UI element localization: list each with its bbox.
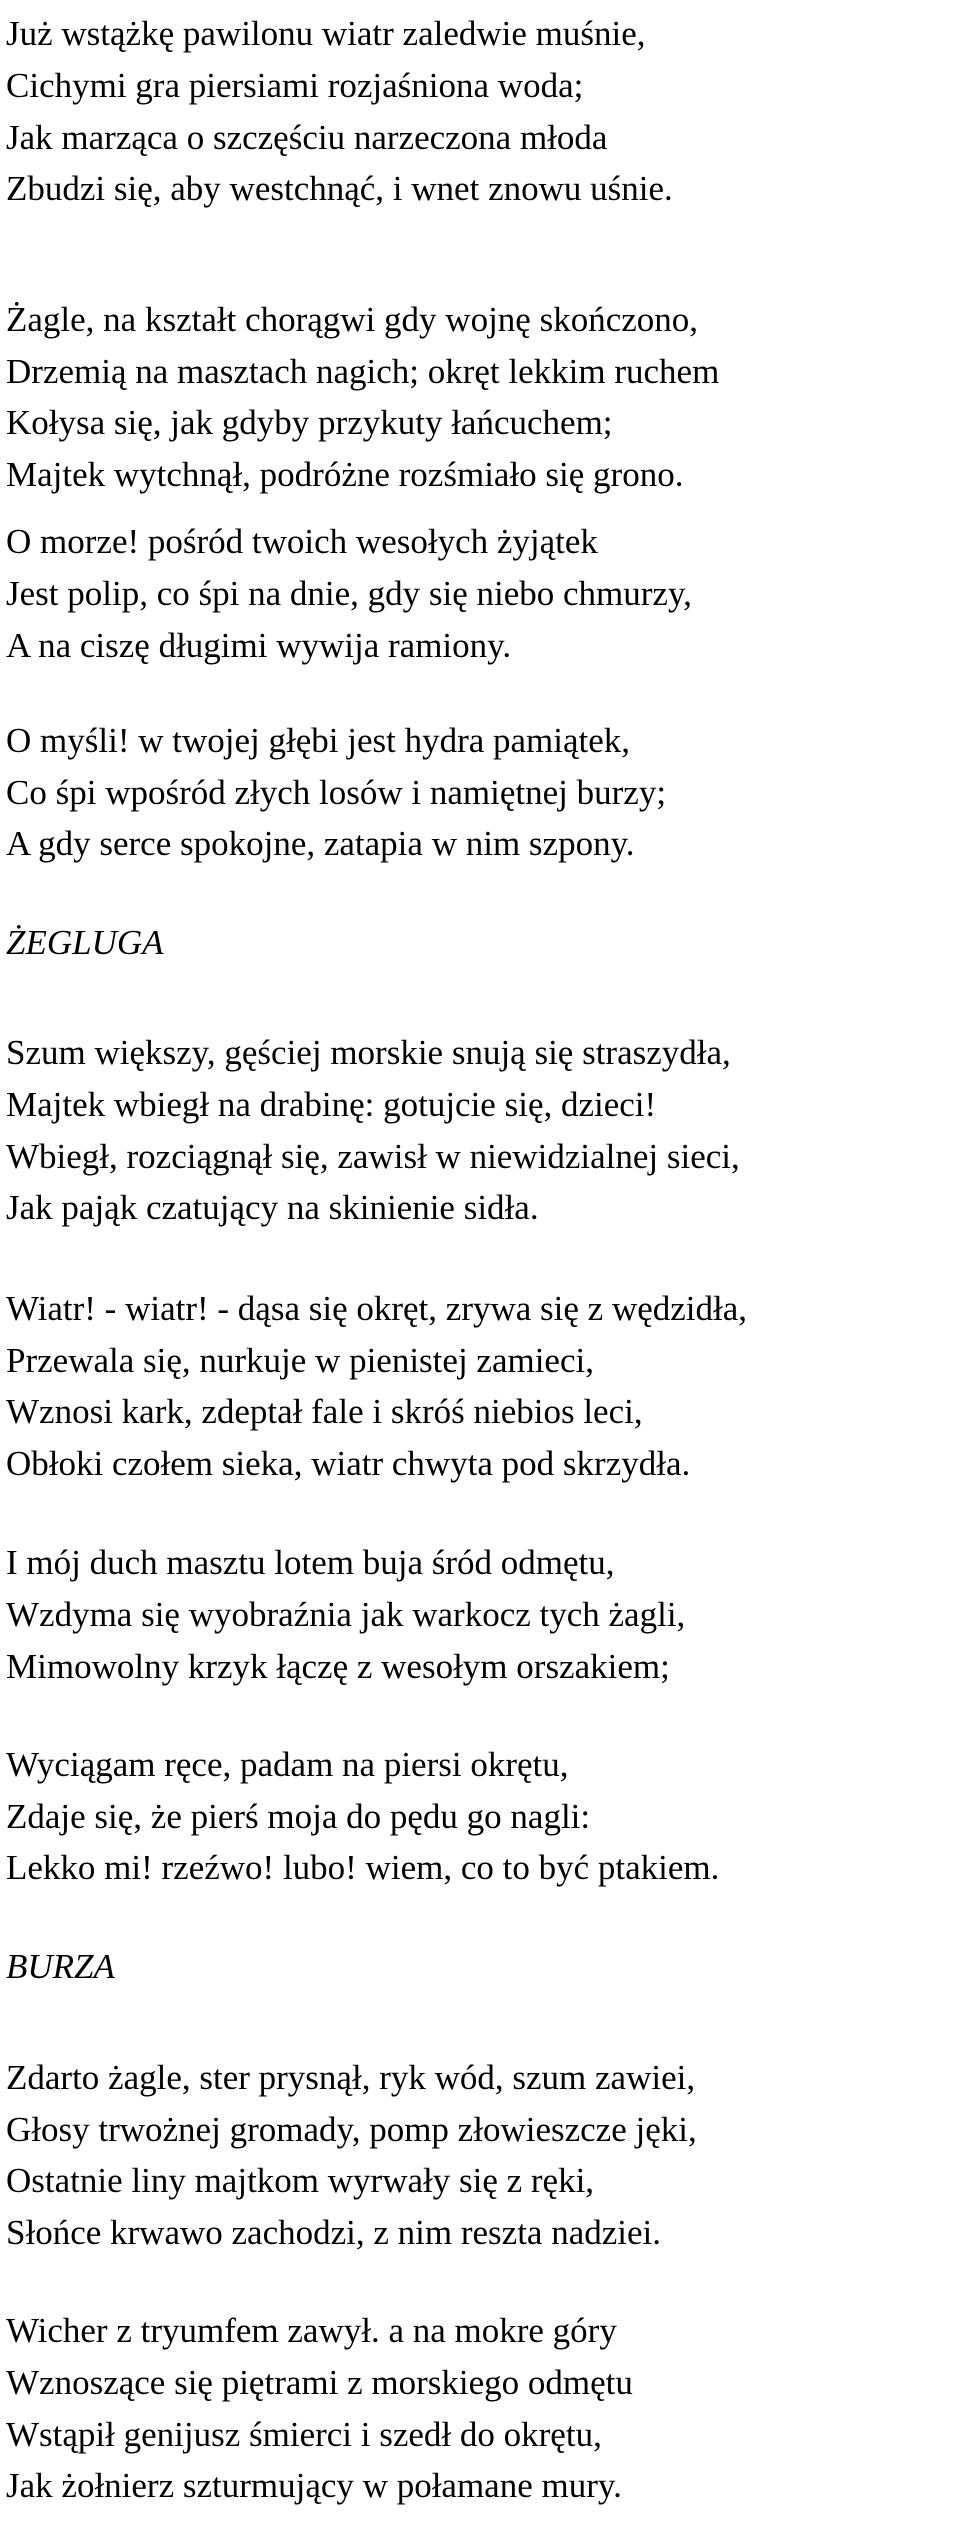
poem-line: Obłoki czołem sieka, wiatr chwyta pod skrzydła. <box>6 1444 691 1483</box>
poem-line: Zdarto żagle, ster prysnął, ryk wód, szum zawiei, <box>6 2058 696 2097</box>
poem-line: Ostatnie liny majtkom wyrwały się z ręki, <box>6 2161 595 2200</box>
poem-line: Wzdyma się wyobraźnia jak warkocz tych żagli, <box>6 1595 686 1634</box>
poem-line: Jak żołnierz szturmujący w połamane mury. <box>6 2466 622 2505</box>
poem-line: Wiatr! - wiatr! - dąsa się okręt, zrywa się z wędzidła, <box>6 1289 748 1328</box>
poem-line: Słońce krwawo zachodzi, z nim reszta nadziei. <box>6 2213 662 2252</box>
poem-line: Już wstążkę pawilonu wiatr zaledwie muśnie, <box>6 14 646 53</box>
poem-line: Co śpi wpośród złych losów i namiętnej burzy; <box>6 773 667 812</box>
poem-line: Wznoszące się piętrami z morskiego odmętu <box>6 2363 633 2402</box>
section-heading-zegluga: ŻEGLUGA <box>6 923 164 962</box>
poem-line: A na ciszę długimi wywija ramiony. <box>6 626 512 665</box>
poem-line: A gdy serce spokojne, zatapia w nim szpony. <box>6 824 635 863</box>
poem-line: Jest polip, co śpi na dnie, gdy się niebo chmurzy, <box>6 574 692 613</box>
poem-line: Majtek wbiegł na drabinę: gotujcie się, dzieci! <box>6 1085 657 1124</box>
poem-line: O myśli! w twojej głębi jest hydra pamiątek, <box>6 721 631 760</box>
poem-line: Drzemią na masztach nagich; okręt lekkim ruchem <box>6 352 720 391</box>
poem-line: Przewala się, nurkuje w pienistej zamieci, <box>6 1341 594 1380</box>
poem-line: O morze! pośród twoich wesołych żyjątek <box>6 522 598 561</box>
poem-line: Szum większy, gęściej morskie snują się straszydła, <box>6 1033 731 1072</box>
poem-line: Wstąpił genijusz śmierci i szedł do okrętu, <box>6 2415 602 2454</box>
section-heading-burza: BURZA <box>6 1947 115 1986</box>
poem-line: Jak pająk czatujący na skinienie sidła. <box>6 1188 539 1227</box>
poem-line: Majtek wytchnął, podróżne rozśmiało się grono. <box>6 455 684 494</box>
poem-line: Żagle, na kształt chorągwi gdy wojnę skończono, <box>6 300 699 339</box>
poem-line: Wicher z tryumfem zawył. a na mokre góry <box>6 2311 617 2350</box>
poem-line: Wznosi kark, zdeptał fale i skróś niebios leci, <box>6 1392 643 1431</box>
poem-line: Wbiegł, rozciągnął się, zawisł w niewidzialnej sieci, <box>6 1137 740 1176</box>
poem-line: I mój duch masztu lotem buja śród odmętu, <box>6 1543 615 1582</box>
poem-line: Głosy trwożnej gromady, pomp złowieszcze jęki, <box>6 2110 697 2149</box>
poem-line: Kołysa się, jak gdyby przykuty łańcuchem; <box>6 403 613 442</box>
poem-line: Mimowolny krzyk łączę z wesołym orszakiem; <box>6 1647 670 1686</box>
poem-line: Zbudzi się, aby westchnąć, i wnet znowu uśnie. <box>6 169 673 208</box>
poem-line: Wyciągam ręce, padam na piersi okrętu, <box>6 1745 569 1784</box>
poem-line: Zdaje się, że pierś moja do pędu go nagli: <box>6 1797 591 1836</box>
poem-line: Jak marząca o szczęściu narzeczona młoda <box>6 118 608 157</box>
poem-line: Lekko mi! rzeźwo! lubo! wiem, co to być ptakiem. <box>6 1848 720 1887</box>
poem-line: Cichymi gra piersiami rozjaśniona woda; <box>6 66 584 105</box>
